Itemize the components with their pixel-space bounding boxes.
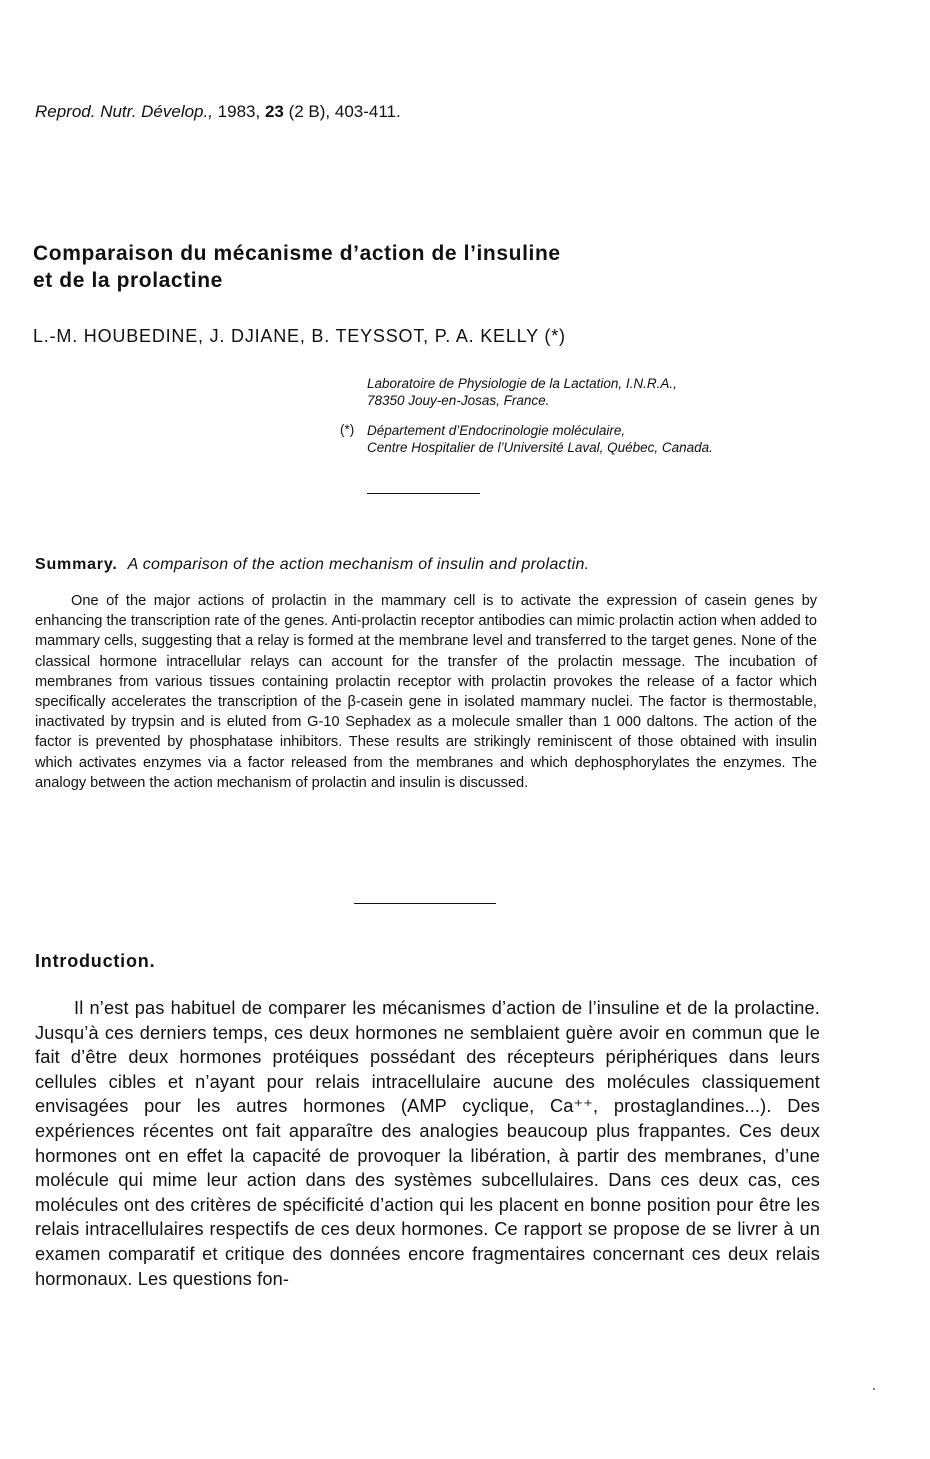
summary-heading bbox=[35, 556, 589, 574]
journal-citation bbox=[35, 102, 401, 122]
affiliation-2-marker: (*) bbox=[340, 422, 355, 437]
affiliation-2-line-2: Centre Hospitalier de l’Université Laval, Québec, Canada. bbox=[367, 440, 713, 455]
scan-speck bbox=[873, 1388, 875, 1390]
summary-title: A comparison of the action mechanism of insulin and prolactin. bbox=[127, 556, 590, 573]
affiliation-2 bbox=[367, 422, 713, 456]
introduction-heading: Introduction. bbox=[35, 951, 156, 971]
affiliation-1-line-1: Laboratoire de Physiologie de la Lactation, I.N.R.A., bbox=[367, 376, 677, 391]
volume-number: 23 bbox=[264, 102, 284, 121]
issue-pages: (2 B), 403-411. bbox=[283, 102, 401, 121]
article-title bbox=[33, 240, 561, 294]
author-list: L.-M. HOUBEDINE, J. DJIANE, B. TEYSSOT, P. A. KELLY (*) bbox=[33, 326, 566, 346]
title-line-2: et de la prolactine bbox=[33, 269, 223, 292]
summary-label: Summary. bbox=[35, 556, 118, 573]
affiliation-1-line-2: 78350 Jouy-en-Josas, France. bbox=[367, 393, 550, 408]
introduction-text: Il n’est pas habituel de comparer les mécanismes d’action de l’insuline et de la prolactine. Jusqu’à ces derniers temps, ces deux hormones ne semblaient guère avoir en commun que le fait d’être deux hormones protéiques possédant des récepteurs périphériques dans leurs cellules cibles et n’ayant pour relais intracellulaire aucune des molécules classiquement envisagées pour les autres hormones (AMP cyclique, Ca⁺⁺, prostaglandines...). Des expériences récentes ont fait apparaître des analogies beaucoup plus frappantes. Ces deux hormones ont en effet la capacité de provoquer la libération, à partir des membranes, d’une molécule qui mime leur action dans des systèmes subcellulaires. Dans ces deux cas, ces molécules ont des critères de spécificité d’action qui les placent en bonne position pour être les relais intracellulaires respectifs de ces deux hormones. Ce rapport se propose de se livrer à un examen comparatif et critique des données encore fragmentaires concernant ces deux relais hormonaux. Les questions fon- bbox=[35, 998, 820, 1289]
title-line-1: Comparaison du mécanisme d’action de l’insuline bbox=[33, 242, 561, 265]
divider-rule-bottom bbox=[354, 903, 496, 904]
publication-year: 1983, bbox=[212, 102, 265, 121]
divider-rule-top bbox=[367, 493, 480, 494]
affiliation-1 bbox=[367, 375, 677, 409]
affiliation-2-line-1: Département d’Endocrinologie moléculaire, bbox=[367, 423, 626, 438]
journal-name: Reprod. Nutr. Dévelop., bbox=[35, 102, 213, 121]
abstract-text: One of the major actions of prolactin in the mammary cell is to activate the expression of casein genes by enhancing the transcription rate of the genes. Anti-prolactin receptor antibodies can mimic prolactin action when added to mammary cells, suggesting that a relay is formed at the membrane level and transferred to the target genes. None of the classical hormone intracellular relays can account for the transfer of the prolactin message. The incubation of membranes from various tissues containing prolactin receptor with prolactin provokes the release of a factor which specifically accelerates the transcription of the β-casein gene in isolated mammary nuclei. The factor is thermostable, inactivated by trypsin and is eluted from G-10 Sephadex as a molecule smaller than 1 000 daltons. The action of the factor is prevented by phosphatase inhibitors. These results are strikingly reminiscent of those obtained with insulin which activates enzymes via a factor released from the membranes and which dephosphorylates the enzymes. The analogy between the action mechanism of prolactin and insulin is discussed. bbox=[35, 593, 817, 791]
